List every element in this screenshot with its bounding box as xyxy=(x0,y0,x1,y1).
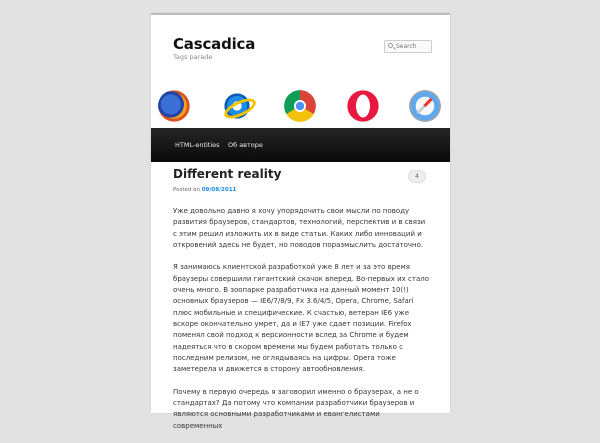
post-title[interactable]: Different reality xyxy=(173,167,282,181)
post-paragraph: Я занимаюсь клиентской разработкой уже 8 лет и за это время браузеры совершили гигантский скачок вперед. Во-первых их стало очень много. В зоопарке разработчика на данный момент 10(!) основных браузеров — IE6/7/8/9, Fx 3.6/4/5, Opera, Chrome, Safari плюс мобильные и специфические. К счастью, ветеран IE6 уже вскоре окончательно умрет, да и IE7 уже сдает позиции. Firefox поменял свой подход к версионности вслед за Chrome и будем надеяться что в скором времени мы будем работать только с последним релизом, не оглядываясь на цифры. Opera тоже заметерела и движется в сторону автообновления. xyxy=(173,263,430,374)
internet-explorer-icon xyxy=(221,90,253,122)
posted-on-label: Posted on xyxy=(173,187,200,193)
post-paragraph: Уже довольно давно я хочу упорядочить свои мысли по поводу развития браузеров, стандартов, технологий, перспектив и в связи с этим решил изложить их в виде статьи. Каких либо инноваций и откровений здесь не будет, но поводов поразмыслить достаточно. xyxy=(173,207,426,249)
search-input[interactable] xyxy=(396,41,431,52)
firefox-icon xyxy=(158,90,190,122)
top-border xyxy=(151,13,450,15)
safari-icon xyxy=(409,90,441,122)
chrome-icon xyxy=(284,90,316,122)
main-navigation xyxy=(151,128,450,162)
post-paragraph: Почему в первую очередь я заговорил именно о браузерах, а не о стандартах? Да потому что компании разработчики браузеров и являются основными разработчиками и евангелистами современных xyxy=(173,387,419,430)
site-description: Tags parade xyxy=(173,53,213,61)
page-container xyxy=(151,13,450,430)
post-meta xyxy=(173,187,236,193)
post-date-link[interactable]: 09/08/2011 xyxy=(201,187,237,193)
nav-item-about-author[interactable]: Об авторе xyxy=(228,141,263,149)
search-icon xyxy=(388,43,393,48)
comments-count-badge[interactable]: 4 xyxy=(408,170,426,183)
post-content xyxy=(173,206,429,443)
search-box[interactable] xyxy=(384,40,432,53)
header-banner[interactable] xyxy=(151,87,450,127)
site-title[interactable]: Cascadica xyxy=(173,35,256,53)
opera-icon xyxy=(347,90,379,122)
nav-item-html-entities[interactable]: HTML-entities xyxy=(175,141,220,149)
